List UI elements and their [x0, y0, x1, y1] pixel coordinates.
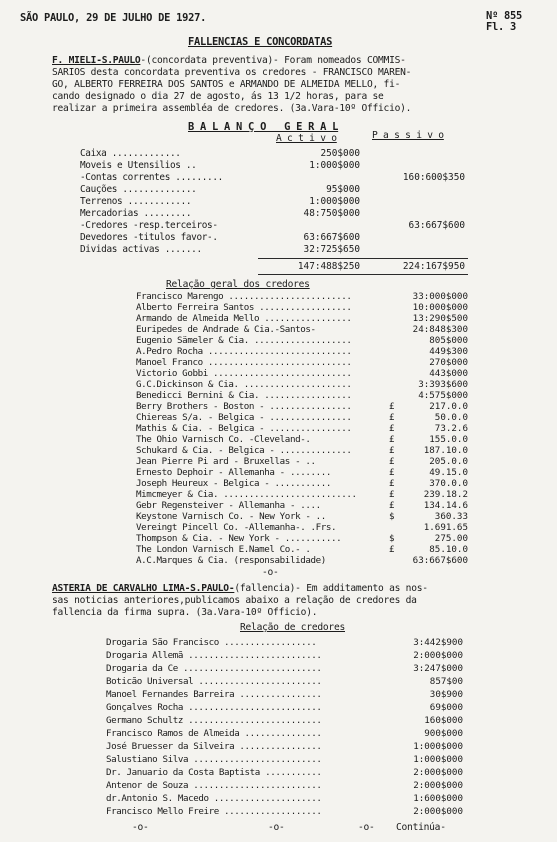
creditor-currency: £: [389, 489, 395, 500]
creditor-name: Gonçalves Rocha ..........................: [106, 702, 322, 713]
case1-intro-line: GO, ALBERTO FERREIRA DOS SANTOS e ARMANDO DE ALMEIDA MELLO, fi-: [52, 79, 401, 90]
creditor-value: 85.10.0: [429, 544, 468, 555]
creditor-currency: £: [389, 467, 395, 478]
balance-row-active: 250$000: [320, 148, 360, 159]
creditor-value: 10:000$000: [412, 302, 468, 313]
creditor-name: Drogaria da Ce ...........................: [106, 663, 322, 674]
creditor-value: 2:000$000: [413, 650, 463, 661]
case1-end-mark: -o-: [262, 567, 279, 578]
balance-title: B A L A N Ç O G E R A L: [188, 121, 339, 133]
creditor-value: 205.0.0: [429, 456, 468, 467]
creditor-name: Victorio Gobbi ...........................: [136, 368, 352, 379]
creditor-name: A.C.Marques & Cia. (responsabilidade): [136, 555, 326, 566]
creditor-name: A.Pedro Rocha ............................: [136, 346, 352, 357]
creditor-value: 134.14.6: [423, 500, 468, 511]
creditor-currency: £: [389, 434, 395, 445]
creditor-name: Drogaria Allemã ..........................: [106, 650, 322, 661]
creditor-value: 805$000: [429, 335, 468, 346]
creditor-name: Mathis & Cia. - Belgica - ................: [136, 423, 352, 434]
creditor-value: 360.33: [434, 511, 468, 522]
section-title: FALLENCIAS E CONCORDATAS: [188, 36, 333, 48]
creditor-value: 50.0.0: [434, 412, 468, 423]
creditor-value: 275.00: [434, 533, 468, 544]
creditor-value: 69$000: [429, 702, 463, 713]
creditor-name: Berry Brothers - Boston - ................: [136, 401, 352, 412]
creditor-value: 24:848$300: [412, 324, 468, 335]
creditor-currency: £: [389, 401, 395, 412]
creditor-name: Joseph Heureux - Belgica - ...........: [136, 478, 331, 489]
balance-row-active: 48:750$000: [303, 208, 360, 219]
creditor-value: 443$000: [429, 368, 468, 379]
creditor-value: 1:000$000: [413, 754, 463, 765]
case2-creditors-title: Relação de credores: [240, 622, 345, 633]
balance-row-label: -Credores -resp.terceiros-: [80, 220, 218, 231]
creditor-value: 2:000$000: [413, 780, 463, 791]
sheet-number: Fl. 3: [486, 21, 517, 33]
creditor-value: 73.2.6: [434, 423, 468, 434]
creditor-name: G.C.Dickinson & Cia. .....................: [136, 379, 352, 390]
creditor-name: Alberto Ferreira Santos ..................: [136, 302, 352, 313]
creditor-name: Chiereas S/a. - Belgica - ................: [136, 412, 352, 423]
balance-row-passive: 160:600$350: [402, 172, 465, 183]
creditor-currency: $: [389, 511, 395, 522]
balance-row-passive: 63:667$600: [408, 220, 465, 231]
creditor-value: 1:000$000: [413, 741, 463, 752]
creditor-value: 63:667$600: [412, 555, 468, 566]
creditor-value: 270$000: [429, 357, 468, 368]
case1-intro-line: realizar a primeira assembléa de credores. (3a.Vara-10º Officio).: [52, 103, 412, 114]
creditor-value: 1.691.65: [423, 522, 468, 533]
creditor-value: 370.0.0: [429, 478, 468, 489]
creditor-name: Francisco Ramos de Almeida ...............: [106, 728, 322, 739]
creditor-value: 2:000$000: [413, 806, 463, 817]
creditor-currency: £: [389, 456, 395, 467]
footer-mark: -o-: [268, 822, 285, 833]
case1-intro-line: cando designado o dia 27 de agosto, ás 13 1/2 horas, para se: [52, 91, 384, 102]
footer-mark: -o-: [132, 822, 149, 833]
creditor-value: 3:247$000: [413, 663, 463, 674]
creditor-name: Keystone Varnisch Co. - New York - ..: [136, 511, 326, 522]
case1-party: F. MIELI-S.PAULO: [52, 55, 141, 66]
balance-row-label: Cauções ..............: [80, 184, 197, 195]
creditor-name: Drogaria São Francisco ..................: [106, 637, 317, 648]
footer-mark: -o-: [358, 822, 375, 833]
creditor-currency: £: [389, 478, 395, 489]
case2-party: ASTERIA DE CARVALHO LIMA-S.PAULO-: [52, 583, 235, 594]
creditor-name: Vereingt Pincell Co. -Allemanha-. .Frs.: [136, 522, 337, 533]
creditor-value: 4:575$000: [418, 390, 468, 401]
creditor-name: José Bruesser da Silveira ................: [106, 741, 322, 752]
creditor-name: Boticão Universal ........................: [106, 676, 322, 687]
creditor-name: Germano Schultz ..........................: [106, 715, 322, 726]
continues-note: Continúa-: [396, 822, 446, 833]
creditor-value: 160$000: [424, 715, 463, 726]
creditor-name: Dr. Januario da Costa Baptista ...........: [106, 767, 322, 778]
creditor-value: 49.15.0: [429, 467, 468, 478]
creditor-currency: £: [389, 544, 395, 555]
balance-row-label: Mercadorias .........: [80, 208, 192, 219]
creditor-value: 900$000: [424, 728, 463, 739]
creditor-value: 3:393$600: [418, 379, 468, 390]
balance-row-label: Moveis e Utensilios ..: [80, 160, 197, 171]
balance-total-passive: 224:167$950: [402, 261, 465, 272]
creditor-value: 187.10.0: [423, 445, 468, 456]
creditor-value: 13:290$500: [412, 313, 468, 324]
balance-row-active: 1:000$000: [309, 160, 360, 171]
balance-total-double-rule: [258, 274, 468, 275]
balance-row-active: 1:000$000: [309, 196, 360, 207]
creditor-name: Gebr Regensteiver - Allemanha - ....: [136, 500, 321, 511]
creditor-value: 33:000$000: [412, 291, 468, 302]
creditor-value: 3:442$900: [413, 637, 463, 648]
balance-row-active: 63:667$600: [303, 232, 360, 243]
creditor-currency: £: [389, 423, 395, 434]
balance-total-active: 147:488$250: [297, 261, 360, 272]
case1-intro-line: SARIOS desta concordata preventiva os credores - FRANCISCO MAREN-: [52, 67, 412, 78]
creditor-name: Manoel Fernandes Barreira ................: [106, 689, 322, 700]
balance-row-active: 32:725$650: [303, 244, 360, 255]
balance-row-label: Dividas activas .......: [80, 244, 202, 255]
creditor-name: Schukard & Cia. - Belgica - ..............: [136, 445, 352, 456]
creditor-currency: $: [389, 533, 395, 544]
creditor-name: Ernesto Dephoir - Allemanha - ........: [136, 467, 331, 478]
case1-intro-line: F. MIELI-S.PAULO-(concordata preventiva)- Foram nomeados COMMIS-: [52, 55, 406, 66]
creditor-name: Francisco Marengo ........................: [136, 291, 352, 302]
creditor-name: The London Varnisch E.Namel Co.- .: [136, 544, 311, 555]
balance-total-rule: [258, 258, 468, 259]
date-line: SÃO PAULO, 29 DE JULHO DE 1927.: [20, 12, 207, 24]
balance-row-label: -Contas correntes .........: [80, 172, 223, 183]
creditor-value: 30$900: [429, 689, 463, 700]
creditor-currency: £: [389, 412, 395, 423]
creditor-name: Eugenio Sämeler & Cia. ...................: [136, 335, 352, 346]
balance-col-passive: P a s s i v o: [372, 130, 444, 141]
creditor-currency: £: [389, 445, 395, 456]
creditor-name: Armando de Almeida Mello .................: [136, 313, 352, 324]
balance-row-label: Caixa .............: [80, 148, 181, 159]
balance-col-active: A c t i v o: [276, 133, 337, 144]
creditor-name: Salustiano Silva .........................: [106, 754, 322, 765]
creditor-value: 217.0.0: [429, 401, 468, 412]
case2-intro-line: sas noticias anteriores,publicamos abaixo a relação de credores da: [52, 595, 417, 606]
balance-row-active: 95$000: [326, 184, 360, 195]
balance-row-label: Devedores -titulos favor-.: [80, 232, 218, 243]
creditor-name: Manoel Franco ............................: [136, 357, 352, 368]
creditor-name: Francisco Mello Freire ...................: [106, 806, 322, 817]
balance-row-label: Terrenos ............: [80, 196, 192, 207]
creditor-value: 449$300: [429, 346, 468, 357]
case1-creditors-title: Relação geral dos credores: [166, 279, 310, 290]
creditor-currency: £: [389, 500, 395, 511]
case2-intro-line: ASTERIA DE CARVALHO LIMA-S.PAULO-(fallencia)- Em additamento as nos-: [52, 583, 428, 594]
creditor-name: Jean Pierre Pi ard - Bruxellas - ..: [136, 456, 316, 467]
creditor-name: dr.Antonio S. Macedo .....................: [106, 793, 322, 804]
creditor-value: 239.18.2: [423, 489, 468, 500]
case2-intro-line: fallencia da firma supra. (3a.Vara-10º Officio).: [52, 607, 318, 618]
creditor-name: Mimcmeyer & Cia. ..........................: [136, 489, 357, 500]
creditor-value: 1:600$000: [413, 793, 463, 804]
page-number: Nº 855: [486, 10, 523, 22]
creditor-name: Euripedes de Andrade & Cia.-Santos-: [136, 324, 316, 335]
creditor-name: Benedicci Bernini & Cia. .................: [136, 390, 352, 401]
creditor-name: The Ohio Varnisch Co. -Cleveland-.: [136, 434, 311, 445]
creditor-value: 857$00: [429, 676, 463, 687]
creditor-name: Antenor de Souza .........................: [106, 780, 322, 791]
creditor-value: 2:000$000: [413, 767, 463, 778]
creditor-name: Thompson & Cia. - New York - ...........: [136, 533, 342, 544]
creditor-value: 155.0.0: [429, 434, 468, 445]
